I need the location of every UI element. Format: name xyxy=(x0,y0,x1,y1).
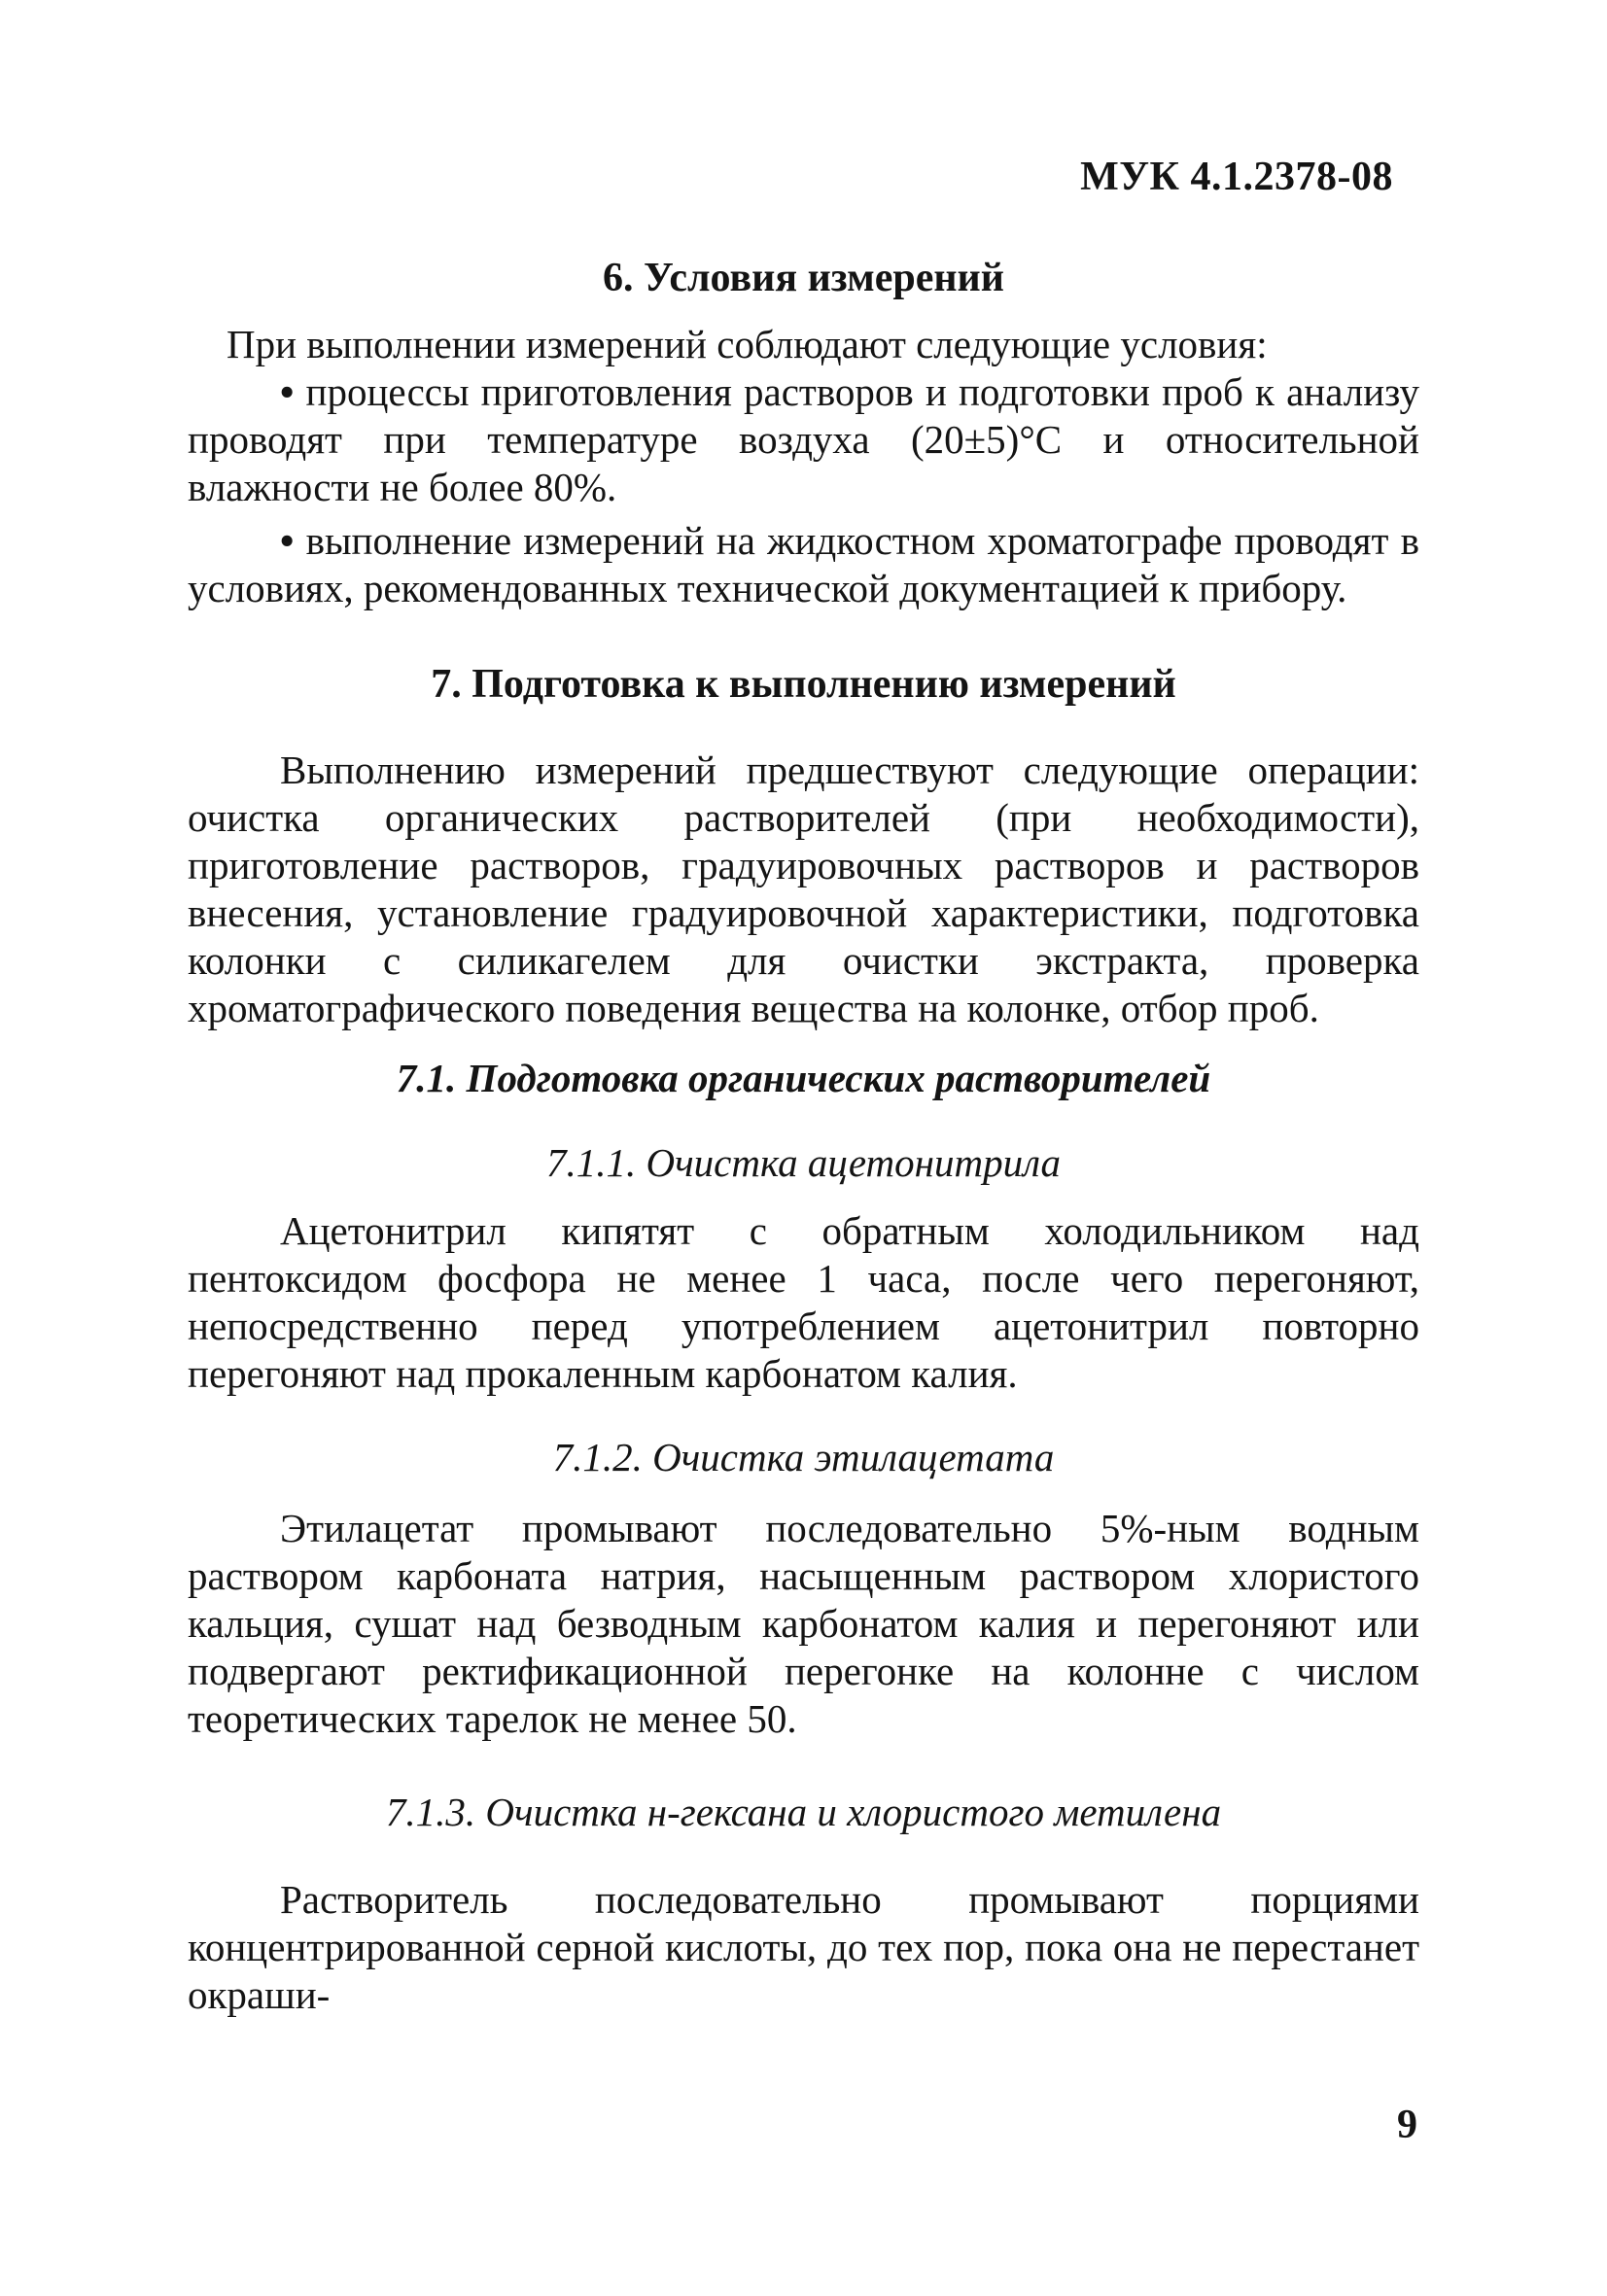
section-7-1-1-paragraph: Ацетонитрил кипятят с обратным холодильником над пентоксидом фосфора не менее 1 часа, после чего перегоняют, непосредственно перед употреблением ацетонитрил повторно перегоняют над прокаленным карбонатом калия. xyxy=(188,1208,1419,1396)
bullet-text: процессы приготовления растворов и подготовки проб к анализу проводят при температуре воздуха (20±5)°С и относительной влажности не более 80%. xyxy=(188,369,1419,509)
section-7-1-3-paragraph: Растворитель последовательно промывают порциями концентрированной серной кислоты, до тех пор, пока она не перестанет окраши- xyxy=(188,1877,1419,2017)
section-6-intro: При выполнении измерений соблюдают следующие условия: xyxy=(227,322,1268,366)
section-7-1-2-title: 7.1.2. Очистка этилацетата xyxy=(552,1435,1055,1479)
bullet-icon: • xyxy=(280,518,295,563)
section-7-1-3-title: 7.1.3. Очистка н-гексана и хлористого метилена xyxy=(385,1790,1222,1834)
section-7-1-3-body xyxy=(188,1876,1419,2019)
section-7-1-1-heading-block xyxy=(188,1139,1419,1187)
section-7-title: 7. Подготовка к выполнению измерений xyxy=(431,662,1176,707)
section-6-bullet-1 xyxy=(188,368,1419,511)
section-7-body xyxy=(188,747,1419,1032)
section-7-heading-block xyxy=(188,661,1419,709)
section-6 xyxy=(188,255,1419,302)
section-7-1-1-title: 7.1.1. Очистка ацетонитрила xyxy=(546,1140,1061,1185)
section-7-1-2-body xyxy=(188,1505,1419,1743)
document-code: МУК 4.1.2378-08 xyxy=(1080,155,1393,199)
section-7-1-title: 7.1. Подготовка органических растворителей xyxy=(396,1056,1211,1100)
section-6-body xyxy=(188,321,1419,612)
page-number: 9 xyxy=(1397,2103,1417,2147)
bullet-icon: • xyxy=(280,369,295,414)
section-7-1-1-body xyxy=(188,1207,1419,1398)
section-6-title: 6. Условия измерений xyxy=(603,256,1004,300)
bullet-text: выполнение измерений на жидкостном хроматографе проводят в условиях, рекомендованных технической документацией к прибору. xyxy=(188,518,1419,610)
section-7-1-heading-block xyxy=(188,1055,1419,1102)
section-6-bullet-2 xyxy=(188,517,1419,612)
section-7-1-2-heading-block xyxy=(188,1434,1419,1481)
section-7-1-2-paragraph: Этилацетат промывают последовательно 5%-ным водным раствором карбоната натрия, насыщенным раствором хлористого кальция, сушат над безводным карбонатом калия и перегоняют или подвергают ректификационной перегонке на колонне с числом теоретических тарелок не менее 50. xyxy=(188,1506,1419,1741)
section-7-paragraph: Выполнению измерений предшествуют следующие операции: очистка органических растворителей (при необходимости), приготовление растворов, градуировочных растворов и растворов внесения, установление градуировочной характеристики, подготовка колонки с силикагелем для очистки экстракта, проверка хроматографического поведения вещества на колонке, отбор проб. xyxy=(188,748,1419,1030)
section-7-1-3-heading-block xyxy=(188,1789,1419,1836)
